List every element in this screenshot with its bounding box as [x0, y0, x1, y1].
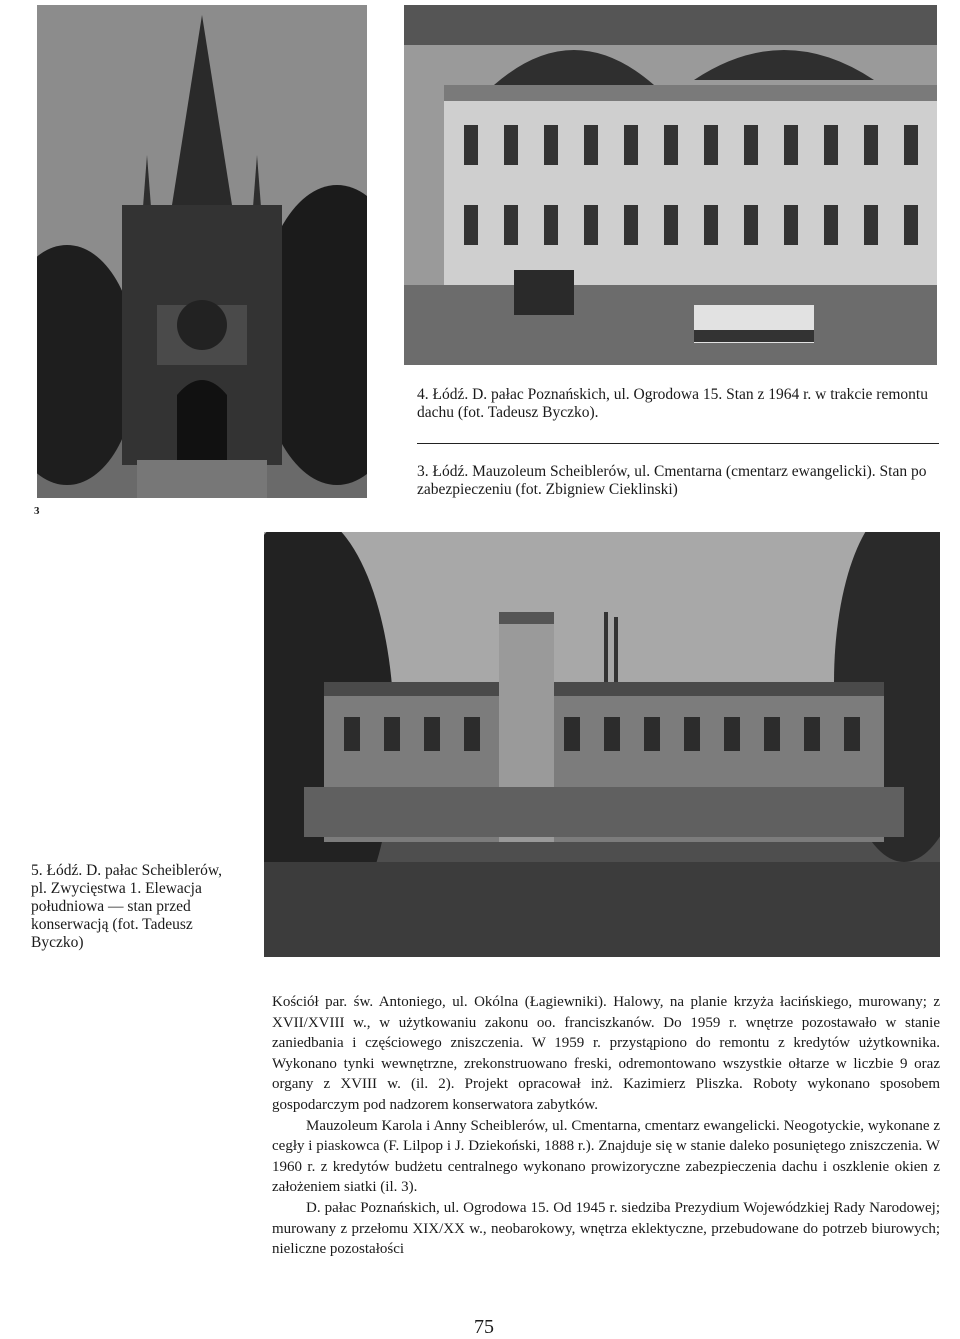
- caption-figure-5: 5. Łódź. D. pałac Scheiblerów, pl. Zwycięstwa 1. Elewacja południowa — stan przed konserwacją (fot. Tadeusz Byczko): [31, 862, 222, 951]
- paragraph-palac-poznanskich: D. pałac Poznańskich, ul. Ogrodowa 15. Od 1945 r. siedziba Prezydium Wojewódzkiej Rady Narodowej; murowany z przełomu XIX/XX w., neobarokowy, wnętrza eklektyczne, przebudowane do potrzeb biurowych; nieliczne pozostałości: [272, 1199, 940, 1258]
- photo-mausoleum: [37, 5, 367, 498]
- figure-number-3: 3: [34, 505, 40, 517]
- photo-scheibler-palace: [264, 532, 940, 957]
- photo-poznanski-palace: [404, 5, 937, 365]
- caption-figure-4: 4. Łódź. D. pałac Poznańskich, ul. Ogrodowa 15. Stan z 1964 r. w trakcie remontu dachu (fot. Tadeusz Byczko).: [417, 386, 928, 421]
- page-number: 75: [474, 1316, 494, 1338]
- paragraph-kosciol: Kościół par. św. Antoniego, ul. Okólna (Łagiewniki). Halowy, na planie krzyża łacińskiego, murowany; z XVII/XVIII w., w użytkowaniu zakonu oo. franciszkanów. Do 1959 r. wnętrze pozostawało w stanie zaniedbania i częściowego zniszczenia. W 1959 r. przystąpiono do remontu z kredytów użytkownika. Wykonano tynki wewnętrzne, zrekonstruowano freski, odremontowano wszystkie ołtarze w liczbie 9 oraz organy z XVIII w. (il. 2). Projekt opracował inż. Kazimierz Pliszka. Roboty wykonano sposobem gospodarczym pod nadzorem konserwatora zabytków.: [272, 994, 940, 1113]
- caption-divider: [417, 443, 939, 444]
- paragraph-mauzoleum: Mauzoleum Karola i Anny Scheiblerów, ul. Cmentarna, cmentarz ewangelicki. Neogotyckie, wykonane z cegły i piaskowca (F. Lilpop i J. Dziekoński, 1888 r.). Znajduje się w stanie daleko posuniętego zniszczenia. W 1960 r. z kredytów budżetu centralnego wykonano prowizoryczne zabezpieczenia dachu i oszklenie okien z założeniem siatki (il. 3).: [272, 1117, 940, 1196]
- caption-figure-3: 3. Łódź. Mauzoleum Scheiblerów, ul. Cmentarna (cmentarz ewangelicki). Stan po zabezpieczeniu (fot. Zbigniew Cieklinski): [417, 463, 927, 498]
- body-text: [272, 992, 940, 1260]
